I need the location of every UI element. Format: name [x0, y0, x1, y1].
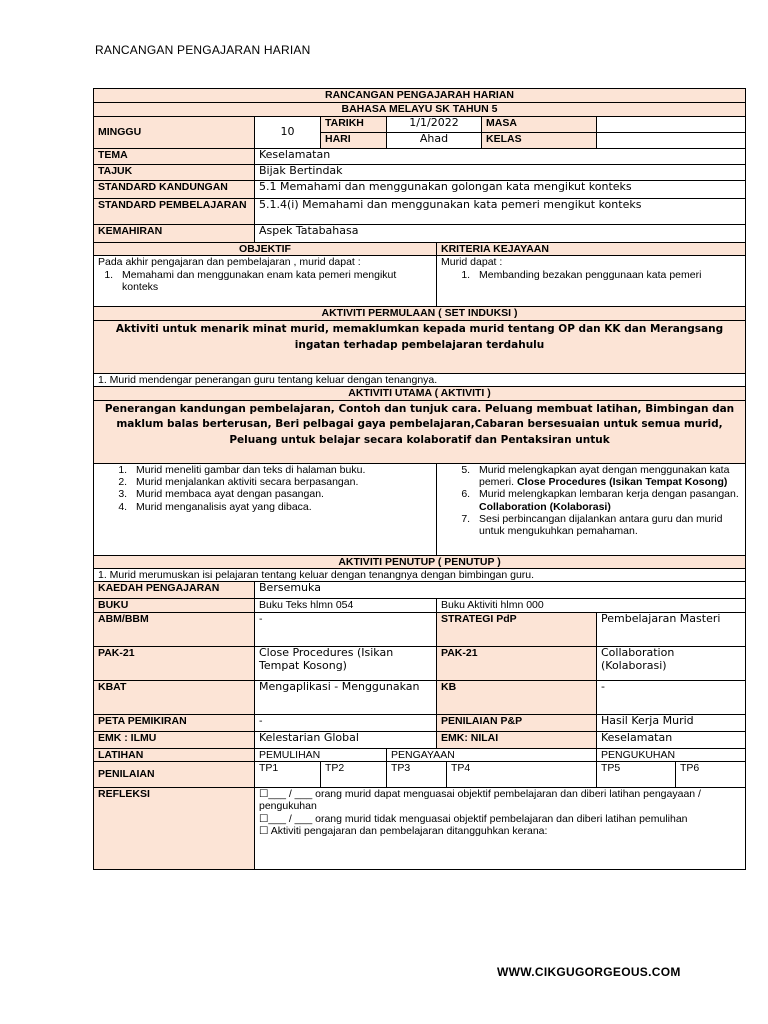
tp2: TP2 — [321, 762, 387, 788]
peta-value: - — [255, 714, 437, 731]
hari-value: Ahad — [387, 133, 482, 149]
table-title: RANCANGAN PENGAJARAH HARIAN — [94, 89, 746, 103]
permulaan-description: Aktiviti untuk menarik minat murid, memaklumkan kepada murid tentang OP dan KK dan Merangsang ingatan terhadap pembelajaran terdahulu — [94, 320, 746, 373]
utama-header: AKTIVITI UTAMA ( AKTIVITI ) — [94, 387, 746, 400]
list-item: 3. Murid membaca ayat dengan pasangan. — [130, 488, 432, 500]
emk-ilmu-label: EMK : ILMU — [94, 731, 255, 748]
tarikh-label: TARIKH — [321, 117, 387, 133]
refleksi-label: REFLEKSI — [94, 788, 255, 870]
objektif-header: OBJEKTIF — [94, 243, 437, 256]
list-item: 5. Murid melengkapkan ayat dengan menggunakan kata pemeri. Close Procedures (Isikan Tempat Kosong) — [473, 464, 741, 489]
emk-nilai-label: EMK: NILAI — [437, 731, 597, 748]
kbat-value: Mengaplikasi - Menggunakan — [255, 680, 437, 714]
objektif-list — [98, 269, 432, 294]
emk-nilai-value: Keselamatan — [597, 731, 746, 748]
tp1: TP1 — [255, 762, 321, 788]
table-subtitle: BAHASA MELAYU SK TAHUN 5 — [94, 103, 746, 117]
kb-value: - — [597, 680, 746, 714]
footer-url: WWW.CIKGUGORGEOUS.COM — [497, 965, 681, 979]
kelas-label: KELAS — [482, 133, 597, 149]
emk-ilmu-value: Kelestarian Global — [255, 731, 437, 748]
utama-right-list — [441, 464, 741, 538]
permulaan-step: 1. Murid mendengar penerangan guru tentang keluar dengan tenangnya. — [94, 373, 746, 386]
buku-label: BUKU — [94, 599, 255, 612]
tema-label: TEMA — [94, 149, 255, 165]
standard-pembelajaran-label: STANDARD PEMBELAJARAN — [94, 199, 255, 225]
list-item: 2. Murid menjalankan aktiviti secara berpasangan. — [130, 476, 432, 488]
penilaian-pp-value: Hasil Kerja Murid — [597, 714, 746, 731]
abm-value: - — [255, 612, 437, 646]
list-item: 1. Murid meneliti gambar dan teks di halaman buku. — [130, 464, 432, 476]
hari-label: HARI — [321, 133, 387, 149]
kriteria-cell — [437, 256, 746, 307]
buku-teks-value: Buku Teks hlmn 054 — [255, 599, 437, 612]
permulaan-header: AKTIVITI PERMULAAN ( SET INDUKSI ) — [94, 307, 746, 320]
tarikh-value: 1/1/2022 — [387, 117, 482, 133]
refleksi-line: ☐ Aktiviti pengajaran dan pembelajaran ditangguhkan kerana: — [259, 825, 548, 838]
kriteria-intro: Murid dapat : — [441, 256, 503, 269]
kaedah-value: Bersemuka — [255, 582, 746, 599]
latihan-pengayaan: PENGAYAAN — [387, 748, 597, 761]
utama-right-cell — [437, 463, 746, 555]
kbat-label: KBAT — [94, 680, 255, 714]
kriteria-header: KRITERIA KEJAYAAN — [437, 243, 746, 256]
kelas-value — [597, 133, 746, 149]
latihan-pengukuhan: PENGUKUHAN — [597, 748, 746, 761]
penilaian-pp-label: PENILAIAN P&P — [437, 714, 597, 731]
minggu-value: 10 — [255, 117, 321, 149]
tp4: TP4 — [447, 762, 597, 788]
page-header: RANCANGAN PENGAJARAN HARIAN — [95, 43, 311, 57]
utama-description: Penerangan kandungan pembelajaran, Contoh dan tunjuk cara. Peluang membuat latihan, Bimbingan dan maklum balas berterusan, Beri pelbagai gaya pembelajaran,Cabaran bersesuaian untuk semua murid, Peluang untuk belajar secara kolaboratif dan Pentaksiran untuk — [94, 400, 746, 463]
tema-value: Keselamatan — [255, 149, 746, 165]
masa-label: MASA — [482, 117, 597, 133]
latihan-label: LATIHAN — [94, 748, 255, 761]
abm-label: ABM/BBM — [94, 612, 255, 646]
lesson-plan-table — [93, 88, 746, 870]
pak21-value: Close Procedures (Isikan Tempat Kosong) — [255, 646, 437, 680]
masa-value — [597, 117, 746, 133]
penutup-step: 1. Murid merumuskan isi pelajaran tentang keluar dengan tenangnya dengan bimbingan guru. — [94, 568, 746, 581]
list-item: 4. Murid menganalisis ayat yang dibaca. — [130, 501, 432, 513]
tajuk-value: Bijak Bertindak — [255, 165, 746, 181]
objektif-cell — [94, 256, 437, 307]
utama-left-cell — [94, 463, 437, 555]
objektif-intro: Pada akhir pengajaran dan pembelajaran , murid dapat : — [98, 256, 361, 269]
list-item: 1. Memahami dan menggunakan enam kata pemeri mengikut konteks — [116, 269, 432, 294]
tp3: TP3 — [387, 762, 447, 788]
standard-kandungan-label: STANDARD KANDUNGAN — [94, 181, 255, 199]
latihan-pemulihan: PEMULIHAN — [255, 748, 387, 761]
peta-label: PETA PEMIKIRAN — [94, 714, 255, 731]
tp5: TP5 — [597, 762, 676, 788]
kemahiran-label: KEMAHIRAN — [94, 225, 255, 243]
strategi-label: STRATEGI PdP — [437, 612, 597, 646]
pak21-label: PAK-21 — [94, 646, 255, 680]
kb-label: KB — [437, 680, 597, 714]
buku-aktiviti-value: Buku Aktiviti hlmn 000 — [437, 599, 746, 612]
kaedah-label: KAEDAH PENGAJARAN — [94, 582, 255, 599]
utama-left-list — [98, 464, 432, 514]
standard-kandungan-value: 5.1 Memahami dan menggunakan golongan kata mengikut konteks — [255, 181, 746, 199]
tp6: TP6 — [676, 762, 746, 788]
kriteria-list — [441, 269, 741, 281]
strategi-value: Pembelajaran Masteri — [597, 612, 746, 646]
refleksi-line: ☐___ / ___ orang murid tidak menguasai objektif pembelajaran dan diberi latihan pemulihan — [259, 812, 688, 825]
refleksi-cell — [255, 788, 746, 870]
pak21-value-2: Collaboration (Kolaborasi) — [597, 646, 746, 680]
pak21-label-2: PAK-21 — [437, 646, 597, 680]
kemahiran-value: Aspek Tatabahasa — [255, 225, 746, 243]
list-item: 6. Murid melengkapkan lembaran kerja dengan pasangan. Collaboration (Kolaborasi) — [473, 488, 741, 513]
list-item: 7. Sesi perbincangan dijalankan antara guru dan murid untuk mengukuhkan pemahaman. — [473, 513, 741, 538]
minggu-label: MINGGU — [94, 117, 255, 149]
penutup-header: AKTIVITI PENUTUP ( PENUTUP ) — [94, 555, 746, 568]
penilaian-label: PENILAIAN — [94, 762, 255, 788]
refleksi-line: ☐___ / ___ orang murid dapat menguasai objektif pembelajaran dan diberi latihan pengayaan / pengukuhan — [259, 788, 701, 813]
list-item: 1. Membanding bezakan penggunaan kata pemeri — [473, 269, 741, 281]
standard-pembelajaran-value: 5.1.4(i) Memahami dan menggunakan kata pemeri mengikut konteks — [255, 199, 746, 225]
tajuk-label: TAJUK — [94, 165, 255, 181]
